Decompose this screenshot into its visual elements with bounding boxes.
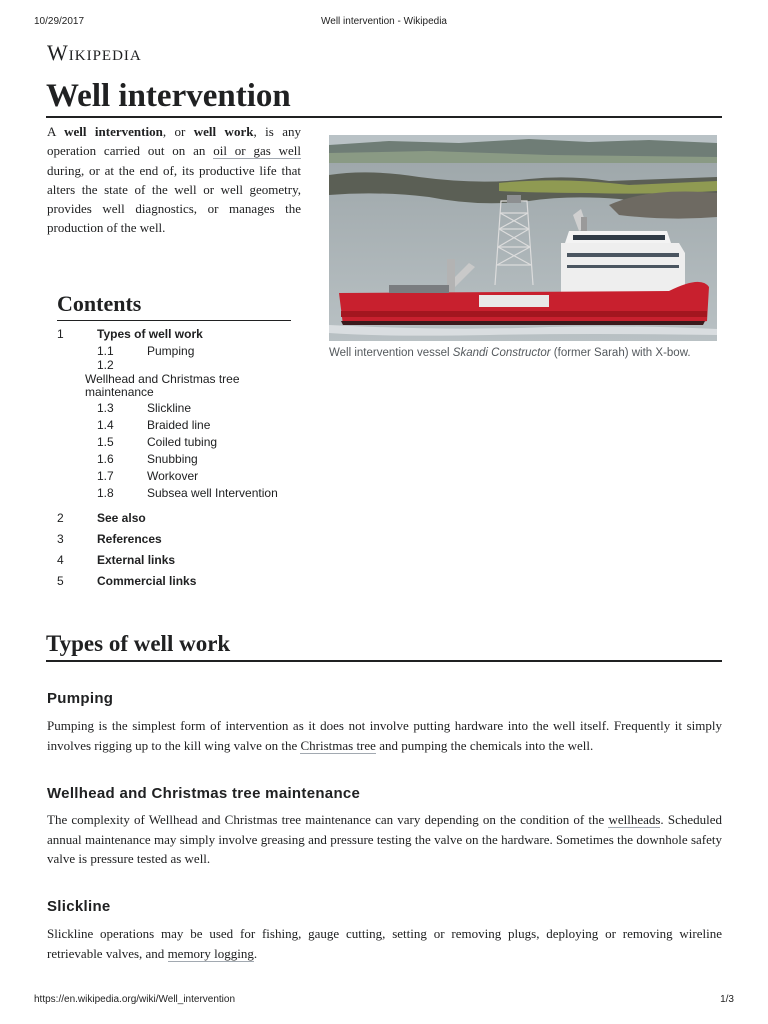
toc-label: Slickline	[147, 400, 192, 415]
wellhead-paragraph	[47, 810, 722, 869]
subheading-wellhead-maintenance: Wellhead and Christmas tree maintenance	[47, 785, 361, 802]
subheading-slickline: Slickline	[47, 898, 111, 915]
paragraph-text: . Scheduled annual maintenance may simply involve greasing and pressure testing the valve on the hardware. Sometimes the downhole safety valve is pressure tested as well.	[47, 812, 722, 866]
section-heading-types-of-well-work: Types of well work	[46, 628, 722, 662]
toc-label: Braided line	[147, 417, 211, 432]
lead-text: , is any operation carried out on an	[47, 124, 301, 159]
toc-number: 1.6	[97, 451, 114, 466]
lead-bold-term: well intervention	[64, 124, 163, 139]
slickline-paragraph	[47, 924, 722, 963]
lead-paragraph	[47, 122, 301, 238]
toc-number: 1	[57, 327, 64, 341]
wellheads-link[interactable]: wellheads	[608, 812, 661, 827]
toc-label: Coiled tubing	[147, 434, 218, 449]
paragraph-text: Slickline operations may be used for fishing, gauge cutting, setting or removing plugs, deploying or removing wireline retrievable valves, and	[47, 926, 722, 961]
lead-bold-term: well work	[193, 124, 254, 139]
pumping-paragraph	[47, 716, 722, 755]
christmas-tree-link[interactable]: Christmas tree	[300, 737, 376, 753]
print-date: 10/29/2017	[34, 16, 85, 27]
print-url: https://en.wikipedia.org/wiki/Well_intervention	[34, 994, 236, 1005]
page-counter: 1/3	[720, 994, 734, 1005]
subheading-pumping: Pumping	[47, 690, 114, 707]
toc-item-pumping[interactable]	[57, 343, 291, 360]
toc-item-wellhead-maintenance[interactable]	[57, 359, 291, 400]
toc-item-snubbing[interactable]	[57, 451, 291, 468]
toc-item-references[interactable]	[57, 529, 291, 550]
vessel-photo[interactable]	[329, 135, 717, 341]
paragraph-text: Pumping is the simplest form of intervention as it does not involve putting hardware into the well itself. Frequently it simply involves rigging up to the kill wing valve on the	[47, 718, 722, 753]
toc-item-workover[interactable]	[57, 468, 291, 485]
caption-vessel-name: Skandi Constructor	[452, 347, 551, 359]
toc-label: Workover	[147, 468, 199, 483]
toc-label: Pumping	[147, 344, 195, 358]
toc-item-types-of-well-work[interactable]	[57, 326, 291, 343]
print-title: Well intervention - Wikipedia	[321, 16, 447, 27]
toc-item-braided-line[interactable]	[57, 417, 291, 434]
table-of-contents	[57, 290, 291, 592]
toc-number: 1.1	[97, 344, 114, 358]
toc-label: Snubbing	[147, 451, 198, 466]
toc-number: 1.8	[97, 485, 114, 500]
toc-number: 1.4	[97, 417, 114, 432]
wikipedia-wordmark[interactable]: Wikipedia	[47, 40, 142, 65]
caption-text: (former Sarah) with X-bow.	[550, 347, 691, 359]
toc-number: 3	[57, 531, 64, 546]
toc-item-subsea-intervention[interactable]	[57, 485, 291, 502]
print-footer	[34, 994, 734, 1008]
page-title: Well intervention	[46, 76, 722, 118]
toc-item-external-links[interactable]	[57, 550, 291, 571]
toc-number: 1.2	[97, 358, 114, 372]
toc-label: Wellhead and Christmas tree maintenance	[85, 371, 240, 399]
toc-item-see-also[interactable]	[57, 508, 291, 529]
paragraph-text: and pumping the chemicals into the well.	[375, 737, 594, 753]
print-header	[34, 16, 734, 30]
toc-number: 5	[57, 573, 64, 588]
paragraph-text: The complexity of Wellhead and Christmas tree maintenance can vary depending on the condition of the	[47, 812, 609, 827]
toc-number: 4	[57, 552, 64, 567]
toc-number: 1.7	[97, 468, 114, 483]
caption-text: Well intervention vessel	[329, 347, 453, 359]
toc-number: 1.5	[97, 434, 114, 449]
toc-number: 2	[57, 510, 64, 525]
memory-logging-link[interactable]: memory logging	[167, 945, 254, 961]
toc-label: Types of well work	[97, 327, 203, 341]
paragraph-text: .	[253, 945, 258, 961]
toc-number: 1.3	[97, 400, 114, 415]
toc-label: References	[97, 531, 162, 546]
lead-text: A	[47, 124, 65, 139]
oil-gas-well-link[interactable]: oil or gas well	[213, 143, 301, 159]
toc-label: Commercial links	[97, 573, 197, 588]
infobox-figure	[329, 135, 717, 361]
toc-item-commercial-links[interactable]	[57, 571, 291, 592]
lead-text: during, or at the end of, its productive life that alters the state of the well or well geometry, provides well diagnostics, or manages the production of the well.	[47, 162, 301, 236]
toc-label: Subsea well Intervention	[147, 485, 278, 500]
toc-label: See also	[97, 510, 146, 525]
toc-label: External links	[97, 552, 176, 567]
lead-text: , or	[162, 124, 194, 139]
figure-caption	[329, 345, 713, 361]
toc-title: Contents	[57, 290, 291, 321]
toc-item-coiled-tubing[interactable]	[57, 434, 291, 451]
toc-item-slickline[interactable]	[57, 400, 291, 417]
